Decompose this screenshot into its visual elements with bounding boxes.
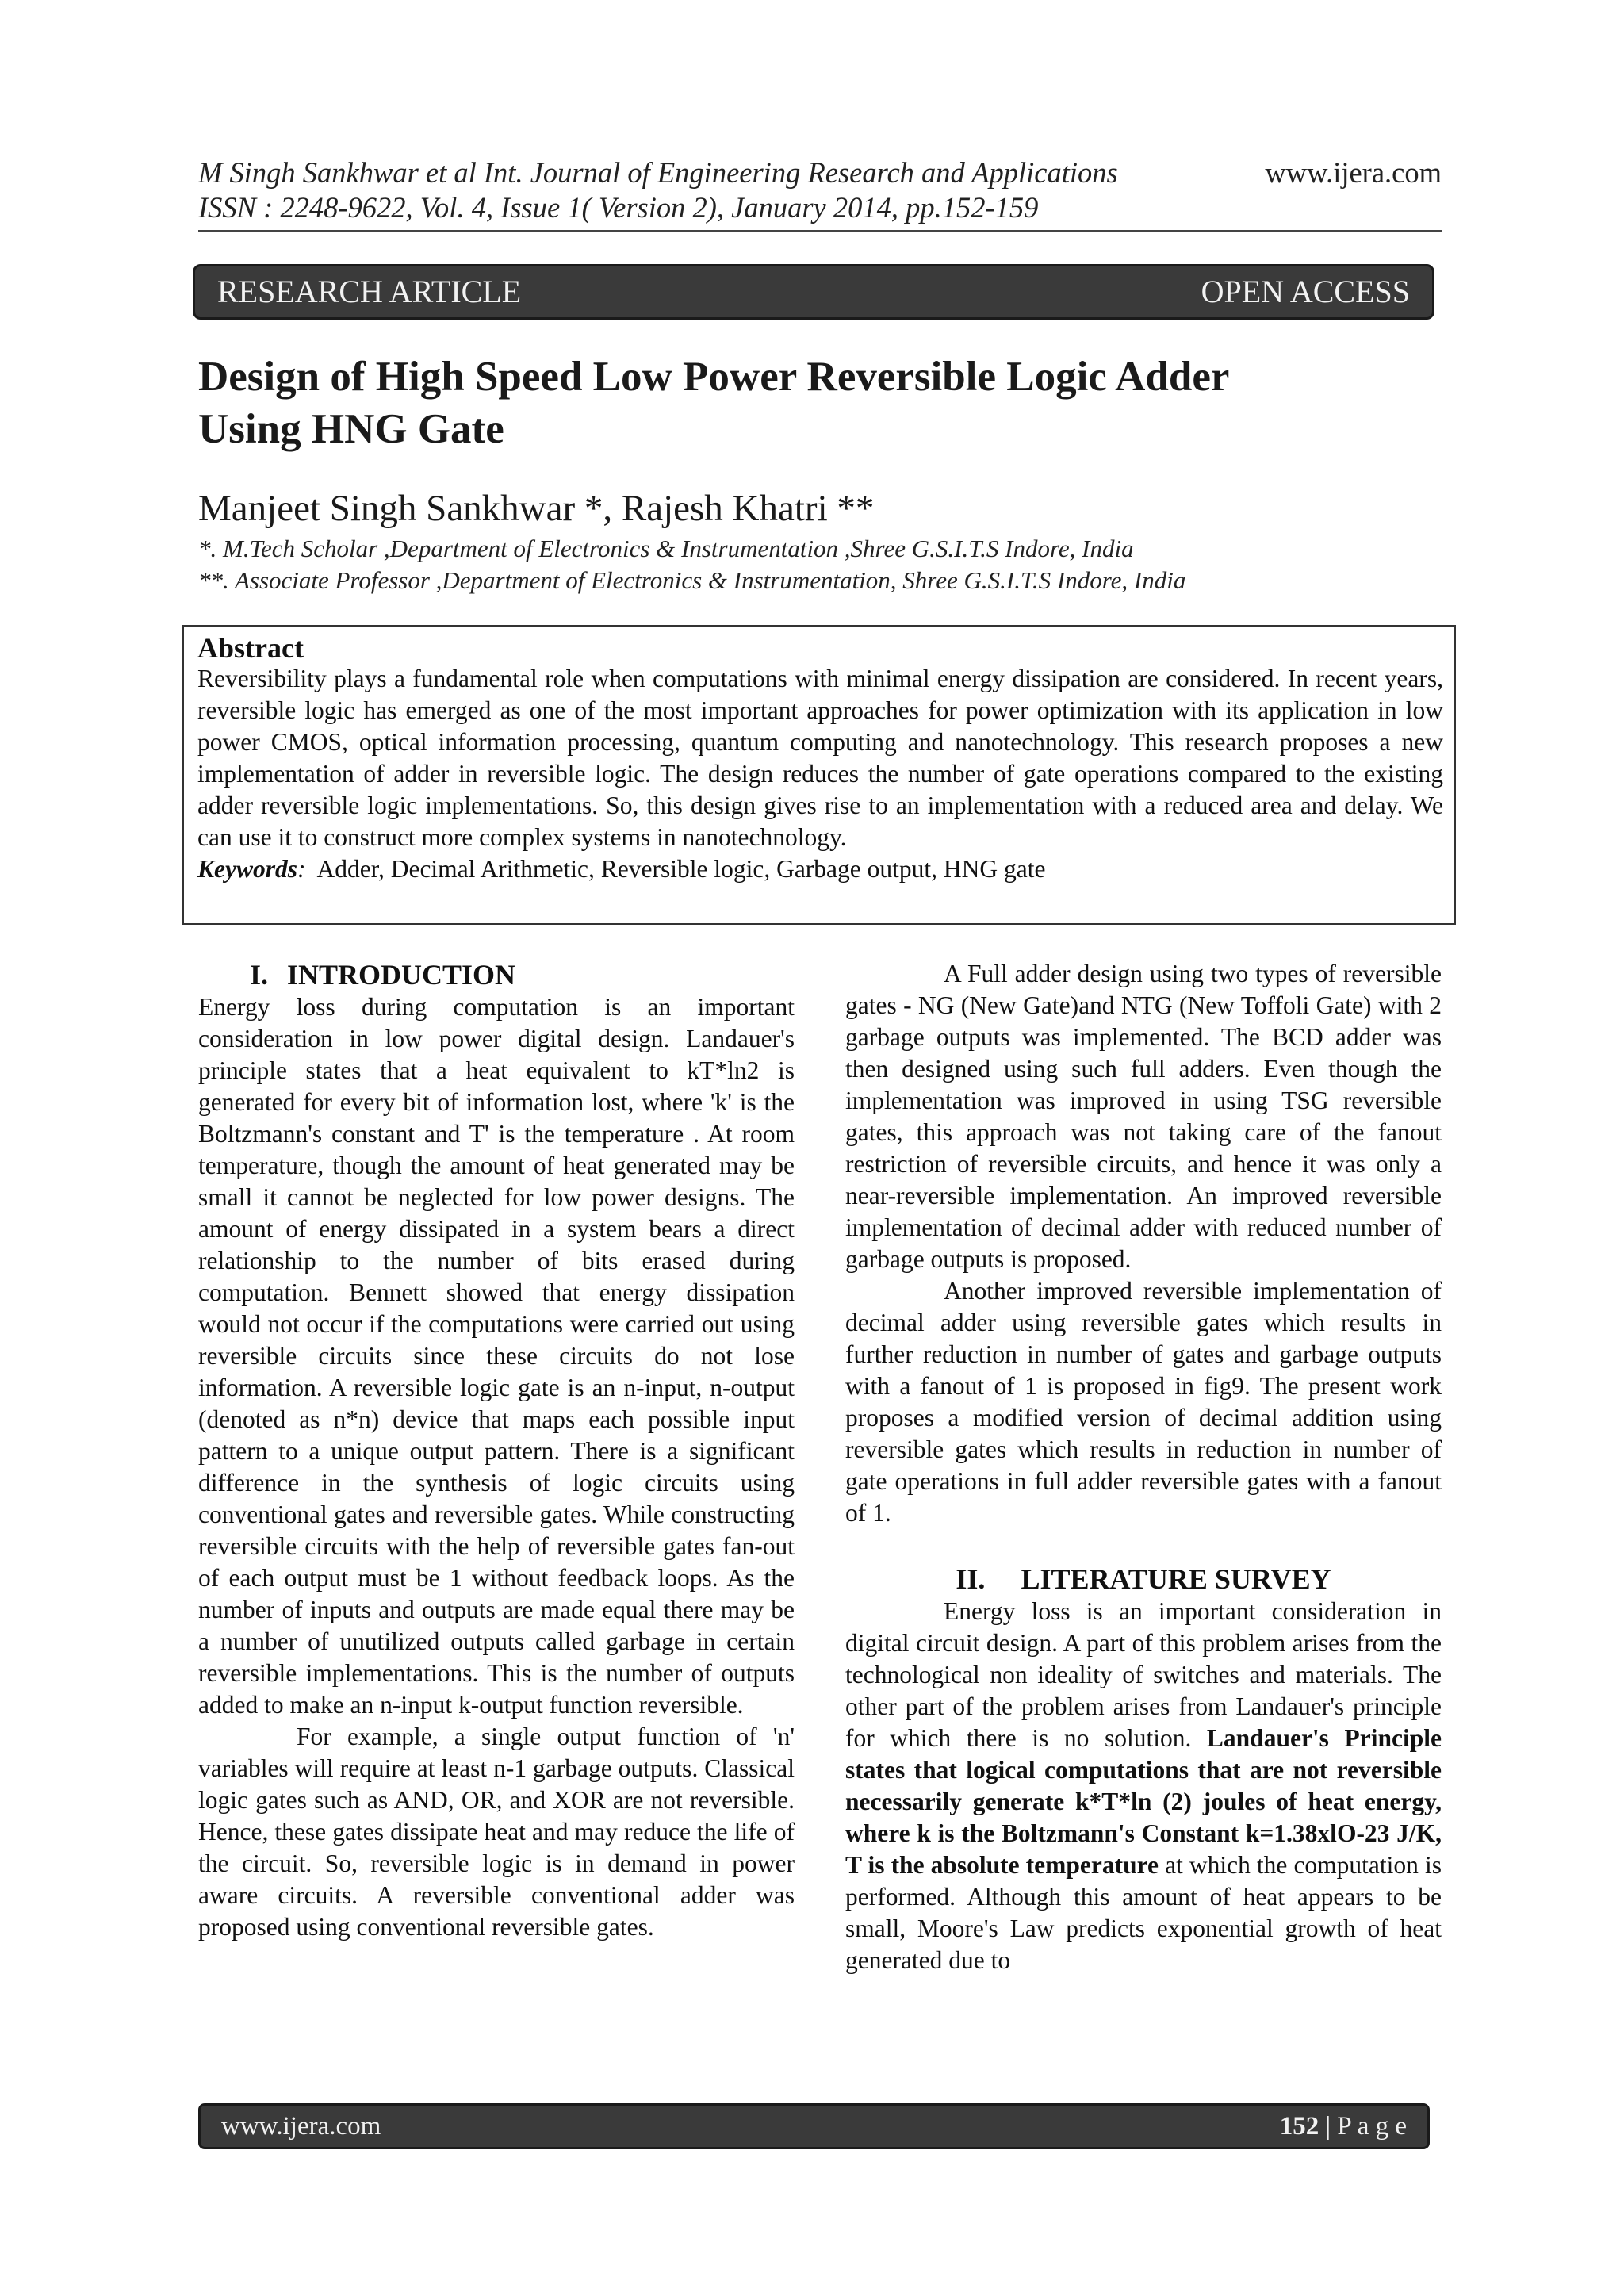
affiliation-2: **. Associate Professor ,Department of Electronics & Instrumentation, Shree G.S.I.T.S Indore, India (198, 566, 1186, 594)
section-heading-literature-survey (845, 1562, 1442, 1596)
keywords-label: Keywords (197, 855, 297, 883)
page-indicator (1280, 2106, 1407, 2147)
intro-paragraph-1: Energy loss during computation is an important consideration in low power digital design. Landauer's principle states that a heat equivalent to kT*ln2 is generated for every bit of information lost, where 'k' is the Boltzmann's constant and T' is the temperature . At room temperature, though the amount of heat generated may be small it cannot be neglected for low power designs. The amount of energy dissipated in a system bears a direct relationship to the number of bits erased during computation. Bennett showed that energy dissipation would not occur if the computations were carried out using reversible circuits since these circuits do not lose information. A reversible logic gate is an n-input, n-output (denoted as n*n) device that maps each possible input pattern to a unique output pattern. There is a significant difference in the synthesis of logic circuits using conventional gates and reversible gates. While constructing reversible circuits with the help of reversible gates fan-out of each output must be 1 without feedback loops. As the number of inputs and outputs are made equal there may be a number of unutilized outputs called garbage in certain reversible implementations. This is the number of outputs added to make an n-input k-output function reversible. (198, 993, 795, 1719)
intro-paragraph-2: For example, a single output function of 'n' variables will require at least n-1 garbage outputs. Classical logic gates such as AND, OR, and XOR are not reversible. Hence, these gates dissipate heat and may reduce the life of the circuit. So, reversible logic is in demand in power aware circuits. A reversible conventional adder was proposed using conventional reversible gates. (198, 1723, 795, 1941)
page-label: | P a g e (1319, 2112, 1407, 2141)
keywords-line (197, 853, 1443, 885)
title-line-2: Using HNG Gate (198, 406, 504, 452)
keywords-list: Adder, Decimal Arithmetic, Reversible logic, Garbage output, HNG gate (316, 855, 1046, 883)
literature-paragraph-1 (845, 1596, 1442, 1976)
landauer-principle-bold: Landauer's Principle states that logical computations that are not reversible necessarily generate k*T*ln (2) joules of heat energy, where k is the Boltzmann's Constant k=1.38xlO-23 J/K, T is the absolute temperature (845, 1724, 1442, 1879)
abstract-heading: Abstract (197, 632, 304, 664)
literature-text-c: at which the computation is performed. Although this amount of heat appears to be small, Moore's Law predicts exponential growth of heat generated due to (845, 1851, 1442, 1974)
running-header (198, 155, 1442, 225)
journal-line: M Singh Sankhwar et al Int. Journal of Engineering Research and Applications (198, 156, 1118, 189)
page-footer (198, 2103, 1430, 2149)
right-paragraph-2: Another improved reversible implementation of decimal adder using reversible gates which results in further reduction in number of gates and garbage outputs with a fanout of 1 is proposed in fig9. The present work proposes a modified version of decimal addition using reversible gates which results in reduction in number of gate operations in full adder reversible gates with a fanout of 1. (845, 1277, 1442, 1527)
section-spacer (845, 1529, 1442, 1562)
left-column (198, 958, 795, 1943)
section-number: I. (249, 959, 268, 991)
footer-website-link[interactable]: www.ijera.com (221, 2112, 381, 2141)
right-paragraph-1: A Full adder design using two types of reversible gates - NG (New Gate)and NTG (New Toffoli Gate) with 2 garbage outputs was implemented. The BCD adder was then designed using such full adders. Even though the implementation was improved in using TSG reversible gates, this approach was not taking care of the fanout restriction of reversible circuits, and hence it was only a near-reversible implementation. An improved reversible implementation of decimal adder with reduced number of garbage outputs is proposed. (845, 960, 1442, 1273)
author-list: Manjeet Singh Sankhwar *, Rajesh Khatri ** (198, 488, 875, 529)
header-website-link[interactable]: www.ijera.com (1265, 156, 1442, 189)
open-access-label: OPEN ACCESS (1201, 274, 1410, 309)
keywords-separator: : (297, 855, 306, 883)
affiliation-1: *. M.Tech Scholar ,Department of Electronics & Instrumentation ,Shree G.S.I.T.S Indore, India (198, 535, 1134, 562)
issn-line: ISSN : 2248-9622, Vol. 4, Issue 1( Version 2), January 2014, pp.152-159 (198, 191, 1039, 224)
page-number: 152 (1279, 2112, 1320, 2141)
right-column (845, 958, 1442, 1976)
abstract-text: Reversibility plays a fundamental role when computations with minimal energy dissipation are considered. In recent years, reversible logic has emerged as one of the most important approaches for power optimization with its application in low power CMOS, optical information processing, quantum computing and nanotechnology. This research proposes a new implementation of adder in reversible logic. The design reduces the number of gate operations compared to the existing adder reversible logic implementations. So, this design gives rise to an implementation with a reduced area and delay. We can use it to construct more complex systems in nanotechnology. (197, 665, 1443, 851)
paper-title (198, 351, 1442, 455)
header-divider (198, 230, 1442, 232)
section-number: II. (956, 1563, 986, 1595)
title-line-1: Design of High Speed Low Power Reversible Logic Adder (198, 354, 1230, 400)
section-title: INTRODUCTION (287, 959, 516, 991)
section-heading-introduction (198, 958, 795, 991)
literature-text-a: Energy loss is an important consideration in digital circuit design. A part of this problem arises from the technological non ideality of switches and materials. The other part of the problem arises from Landauer's principle for which there is no solution. (845, 1597, 1442, 1752)
abstract-box (182, 625, 1456, 925)
research-article-label: RESEARCH ARTICLE (217, 274, 522, 309)
section-title: LITERATURE SURVEY (1021, 1563, 1331, 1595)
article-type-banner (193, 264, 1434, 320)
